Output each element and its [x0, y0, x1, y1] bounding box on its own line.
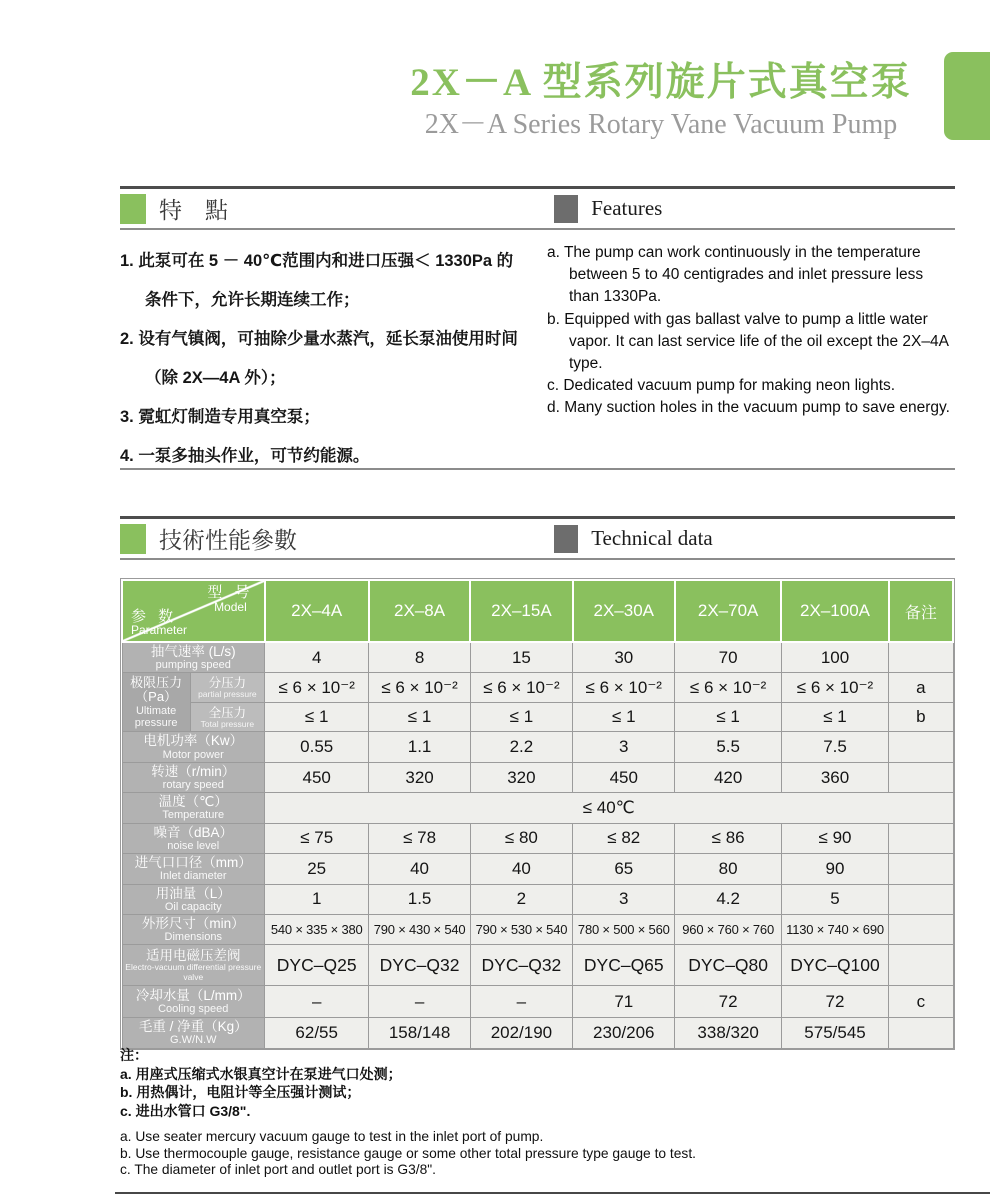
features-list-en: [547, 242, 955, 476]
cell-value: DYC–Q32: [369, 945, 470, 986]
cell-value: ≤ 6 × 10⁻²: [265, 673, 369, 703]
row-label-group: 极限压力（Pa） Ultimate pressure: [122, 673, 190, 732]
note-line-zh: a. 用座式压缩式水银真空计在泵进气口处测；: [120, 1065, 402, 1082]
table-row: [122, 914, 953, 944]
feature-item-en: b. Equipped with gas ballast valve to pump a little water vapor. It can last service life of the oil except the 2X–4A type.: [547, 310, 949, 373]
note-line-en: c. The diameter of inlet port and outlet port is G3/8".: [120, 1161, 437, 1177]
cell-value: 100: [781, 642, 888, 673]
row-label: 转速（r/min） rotary speed: [122, 762, 265, 792]
cell-value: ≤ 1: [470, 703, 572, 732]
cell-value: 1: [265, 884, 369, 914]
table-row: [122, 884, 953, 914]
cell-value: 25: [265, 854, 369, 884]
cell-value: ≤ 6 × 10⁻²: [369, 673, 470, 703]
cell-value: –: [470, 986, 572, 1018]
title-block: [360, 60, 962, 142]
cell-value: 90: [781, 854, 888, 884]
cell-value: ≤ 82: [573, 823, 675, 853]
corner-model-en: Model: [214, 599, 247, 614]
page-title-zh: 2X－A 型系列旋片式真空泵: [410, 61, 912, 104]
remark-cell: [889, 642, 953, 673]
table-corner-cell: [122, 580, 265, 642]
technical-heading-zh: 技術性能參數: [159, 528, 297, 553]
feature-item-zh: 3. 霓虹灯制造专用真空泵；: [120, 408, 320, 426]
cell-value: 450: [573, 762, 675, 792]
cell-value: 1130 × 740 × 690: [781, 914, 888, 944]
technical-heading-zh-group: [120, 522, 554, 555]
model-column-header: 2X–100A: [781, 580, 888, 642]
feature-item-en: c. Dedicated vacuum pump for making neon lights.: [547, 377, 896, 395]
model-column-header: 2X–15A: [470, 580, 572, 642]
cell-value: 72: [781, 986, 888, 1018]
table-row: [122, 673, 953, 703]
cell-value: 1.5: [369, 884, 470, 914]
cell-value: 30: [573, 642, 675, 673]
cell-value: 62/55: [265, 1018, 369, 1048]
cell-value: ≤ 75: [265, 823, 369, 853]
cell-value: ≤ 1: [573, 703, 675, 732]
gray-square-icon: [554, 195, 578, 223]
cell-value: DYC–Q100: [781, 945, 888, 986]
section-divider-rule: [120, 468, 955, 470]
row-label: 用油量（L） Oil capacity: [122, 884, 265, 914]
remark-cell: b: [889, 703, 953, 732]
feature-item-zh: 2. 设有气镇阀，可抽除少量水蒸汽，延长泵油使用时间（除 2X—4A 外）；: [120, 330, 518, 387]
cell-value: 790 × 530 × 540: [470, 914, 572, 944]
note-line-zh: b. 用热偶计，电阻计等全压强计测试；: [120, 1084, 361, 1101]
table-row: [122, 793, 953, 823]
table-header-row: [122, 580, 953, 642]
cell-value: –: [369, 986, 470, 1018]
cell-value: ≤ 1: [369, 703, 470, 732]
table-row: [122, 823, 953, 853]
cell-value: 3: [573, 732, 675, 762]
corner-param-en: Parameter: [131, 623, 188, 638]
row-label: 电机功率（Kw） Motor power: [122, 732, 265, 762]
cell-value: 40: [470, 854, 572, 884]
remark-cell: a: [889, 673, 953, 703]
cell-value: 450: [265, 762, 369, 792]
notes-block: [120, 1046, 955, 1178]
cell-value: 420: [675, 762, 781, 792]
cell-value: 1.1: [369, 732, 470, 762]
cell-value: 338/320: [675, 1018, 781, 1048]
feature-item-en: a. The pump can work continuously in the temperature between 5 to 40 centigrades and inlet pressure less than 1330Pa.: [547, 244, 924, 306]
page-title-en: 2X－A Series Rotary Vane Vacuum Pump: [424, 109, 898, 140]
green-square-icon: [120, 524, 146, 554]
cell-value: 202/190: [470, 1018, 572, 1048]
cell-value: 960 × 760 × 760: [675, 914, 781, 944]
row-sublabel: 全压力 Total pressure: [190, 703, 264, 732]
note-line-en: b. Use thermocouple gauge, resistance gauge or some other total pressure type gauge to test.: [120, 1145, 696, 1161]
row-label: 温度（℃） Temperature: [122, 793, 265, 823]
technical-data-table: [121, 579, 954, 1049]
cell-value: 320: [369, 762, 470, 792]
table-row: [122, 854, 953, 884]
cell-value: 5: [781, 884, 888, 914]
remark-cell: [889, 945, 953, 986]
corner-parameter-label: [131, 609, 187, 637]
cell-value: 4.2: [675, 884, 781, 914]
features-section-header: [120, 186, 955, 230]
cell-value: 70: [675, 642, 781, 673]
green-square-icon: [120, 194, 146, 224]
cell-value: 71: [573, 986, 675, 1018]
cell-value: 0.55: [265, 732, 369, 762]
features-heading-en-group: [554, 195, 955, 223]
row-label: 外形尺寸（min） Dimensions: [122, 914, 265, 944]
features-list-zh: [120, 242, 525, 476]
remark-cell: [889, 823, 953, 853]
cell-value: 65: [573, 854, 675, 884]
row-label: 进气口口径（mm） Inlet diameter: [122, 854, 265, 884]
cell-value: 4: [265, 642, 369, 673]
corner-model-zh: 型 号: [207, 584, 254, 601]
cell-value: ≤ 6 × 10⁻²: [573, 673, 675, 703]
row-sublabel: 分压力 partial pressure: [190, 673, 264, 703]
features-heading-zh: 特 點: [159, 198, 228, 223]
page-bottom-rule: [115, 1192, 990, 1194]
table-row: [122, 642, 953, 673]
cell-value: ≤ 6 × 10⁻²: [675, 673, 781, 703]
notes-en: [120, 1129, 955, 1178]
gray-square-icon: [554, 525, 578, 553]
features-body: [120, 242, 955, 476]
remark-cell: [889, 762, 953, 792]
corner-model-label: [207, 585, 253, 613]
table-row: [122, 945, 953, 986]
model-column-header: 2X–70A: [675, 580, 781, 642]
cell-value: 80: [675, 854, 781, 884]
cell-value: 230/206: [573, 1018, 675, 1048]
cell-value: ≤ 1: [781, 703, 888, 732]
model-column-header: 2X–4A: [265, 580, 369, 642]
cell-value: 2: [470, 884, 572, 914]
remark-cell: [889, 854, 953, 884]
table-row: [122, 703, 953, 732]
cell-value: 540 × 335 × 380: [265, 914, 369, 944]
remark-cell: [889, 884, 953, 914]
cell-value: ≤ 80: [470, 823, 572, 853]
cell-value: DYC–Q80: [675, 945, 781, 986]
row-label: 毛重 / 净重（Kg） G.W/N.W: [122, 1018, 265, 1048]
cell-value: DYC–Q65: [573, 945, 675, 986]
cell-value: 780 × 500 × 560: [573, 914, 675, 944]
cell-value: 3: [573, 884, 675, 914]
cell-value: 360: [781, 762, 888, 792]
remark-column-header: 备注: [889, 580, 953, 642]
cell-value: ≤ 86: [675, 823, 781, 853]
corner-param-zh: 参 数: [131, 607, 178, 625]
cell-value: DYC–Q32: [470, 945, 572, 986]
cell-value: ≤ 1: [675, 703, 781, 732]
row-label: 适用电磁压差阀 Electro-vacuum differential pressure valve: [122, 945, 265, 986]
feature-item-zh: 4. 一泵多抽头作业，可节约能源。: [120, 447, 370, 465]
cell-value: DYC–Q25: [265, 945, 369, 986]
cell-value: 8: [369, 642, 470, 673]
table-row: [122, 986, 953, 1018]
cell-value: 158/148: [369, 1018, 470, 1048]
cell-value: ≤ 78: [369, 823, 470, 853]
cell-value: 320: [470, 762, 572, 792]
cell-value: ≤ 1: [265, 703, 369, 732]
cell-value: ≤ 6 × 10⁻²: [781, 673, 888, 703]
table-row: [122, 1018, 953, 1048]
features-heading-en: Features: [591, 196, 663, 220]
cell-value: 5.5: [675, 732, 781, 762]
cell-value: 15: [470, 642, 572, 673]
row-label: 冷却水量（L/mm） Cooling speed: [122, 986, 265, 1018]
table-row: [122, 732, 953, 762]
row-label: 抽气速率 (L/s) pumping speed: [122, 642, 265, 673]
remark-cell: [889, 914, 953, 944]
note-line-en: a. Use seater mercury vacuum gauge to test in the inlet port of pump.: [120, 1129, 544, 1145]
technical-heading-en: Technical data: [591, 526, 713, 550]
notes-zh-title: 注：: [120, 1047, 148, 1063]
feature-item-en: d. Many suction holes in the vacuum pump to save energy.: [547, 399, 950, 417]
note-line-zh: c. 进出水管口 G3/8".: [120, 1102, 251, 1119]
model-column-header: 2X–30A: [573, 580, 675, 642]
model-column-header: 2X–8A: [369, 580, 470, 642]
cell-value: 2.2: [470, 732, 572, 762]
features-heading-zh-group: [120, 192, 554, 225]
cell-value: 40: [369, 854, 470, 884]
remark-cell: c: [889, 986, 953, 1018]
cell-value: 72: [675, 986, 781, 1018]
technical-table-wrap: [120, 578, 955, 1050]
merged-cell-value: ≤ 40℃: [265, 793, 954, 823]
cell-value: 790 × 430 × 540: [369, 914, 470, 944]
technical-section-header: [120, 516, 955, 560]
cell-value: ≤ 90: [781, 823, 888, 853]
cell-value: 7.5: [781, 732, 888, 762]
remark-cell: [889, 732, 953, 762]
technical-heading-en-group: [554, 525, 955, 553]
cell-value: –: [265, 986, 369, 1018]
row-label: 噪音（dBA） noise level: [122, 823, 265, 853]
feature-item-zh: 1. 此泵可在 5 － 40℃范围内和进口压强＜ 1330Pa 的条件下，允许长期连续工作；: [120, 252, 514, 309]
notes-zh: [120, 1046, 955, 1120]
cell-value: ≤ 6 × 10⁻²: [470, 673, 572, 703]
cell-value: 575/545: [781, 1018, 888, 1048]
table-row: [122, 762, 953, 792]
remark-cell: [889, 1018, 953, 1048]
